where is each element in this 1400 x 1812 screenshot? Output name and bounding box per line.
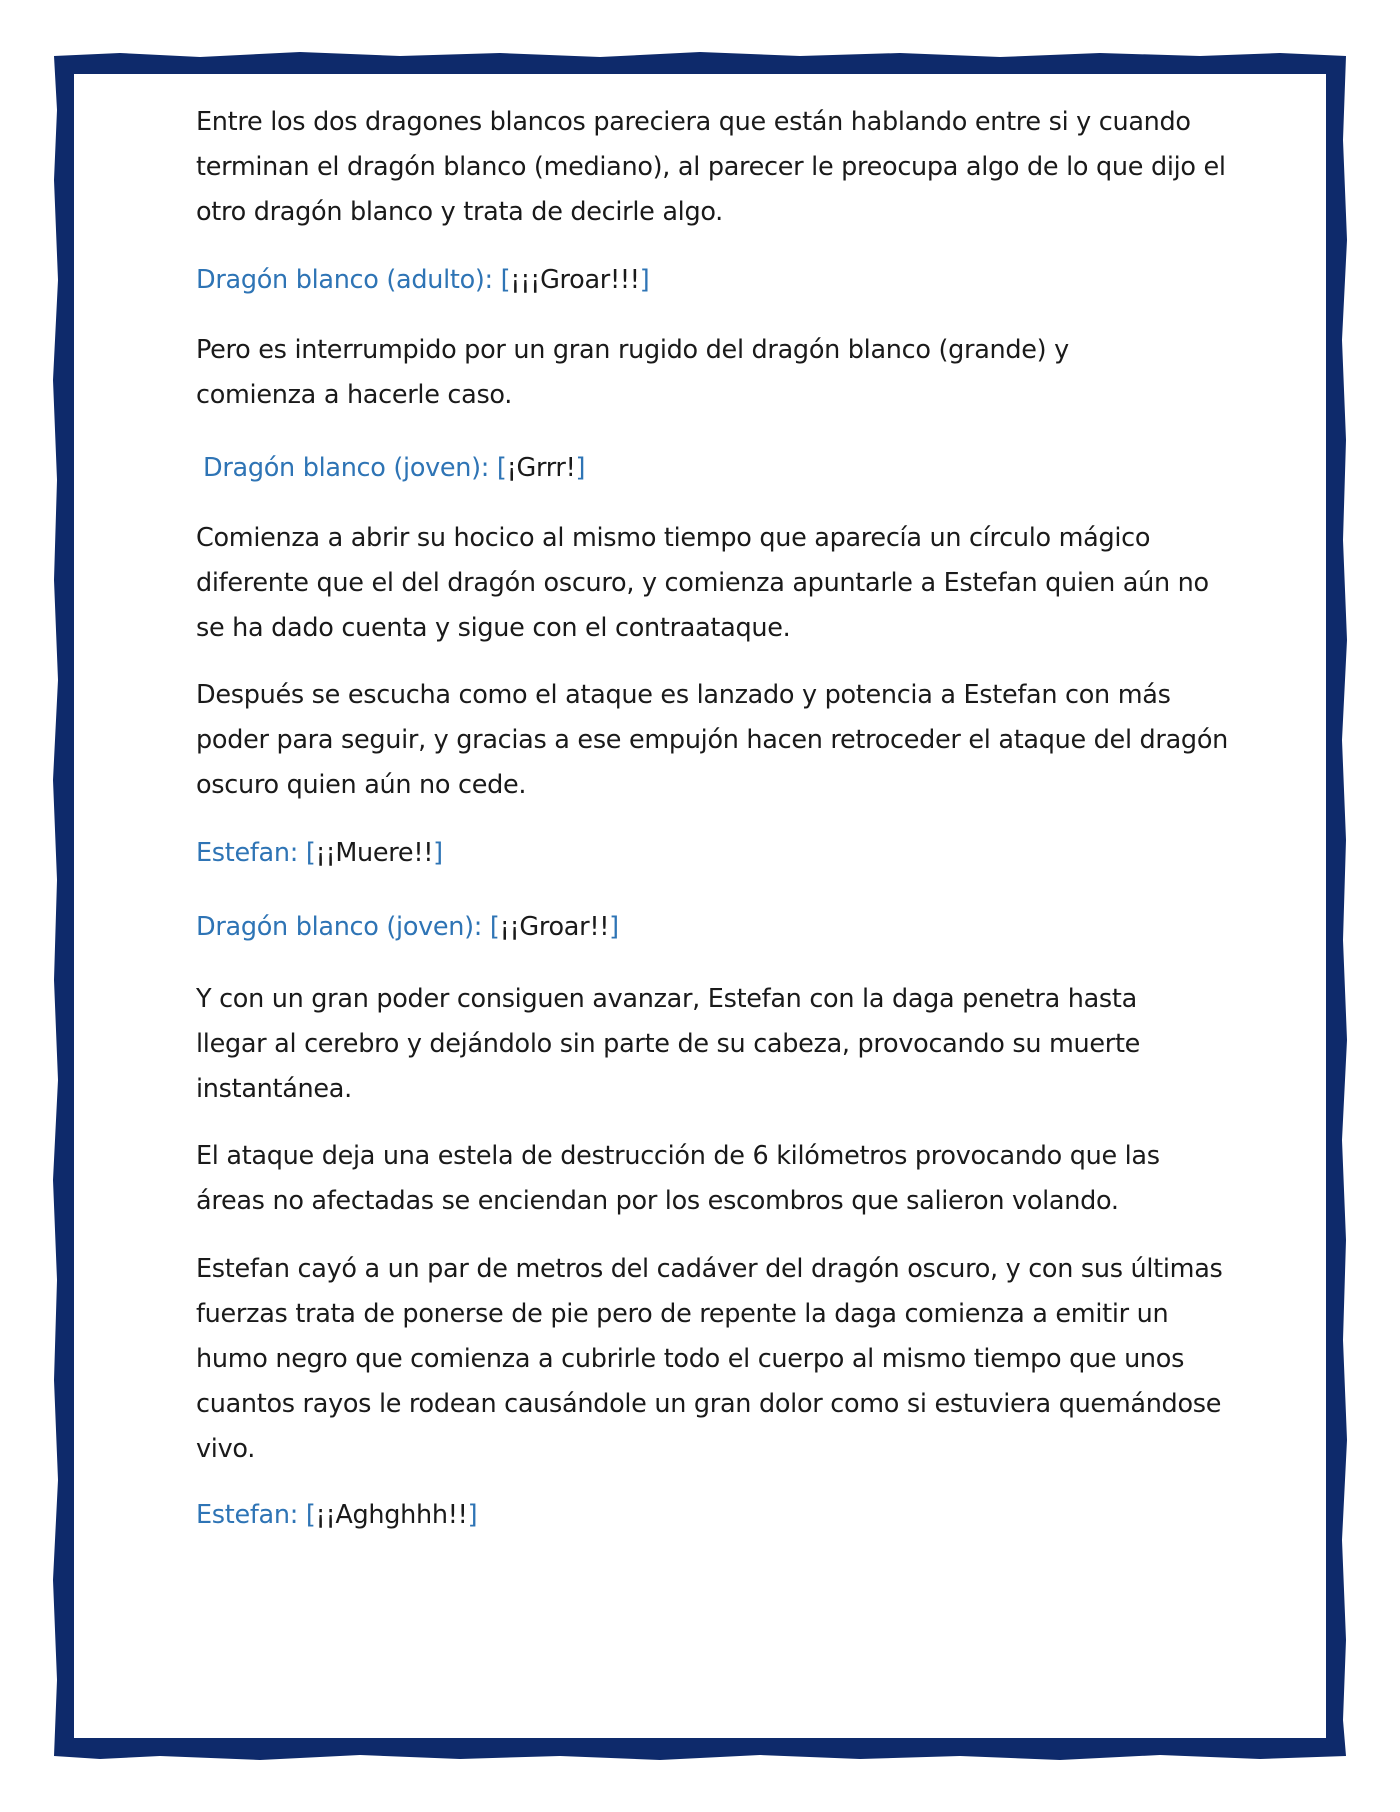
bracket-open: [ [489,912,500,942]
dialogue-line-4 [196,905,619,950]
paragraph-3: Comienza a abrir su hocico al mismo tiempo que aparecía un círculo mágico diferente que el del dragón oscuro, y comienza apuntarle a Estefan quien aún no se ha dado cuenta y sigue con el contraataque. [196,523,1209,643]
speaker-name: Estefan: [196,1500,306,1530]
bracket-close: ] [467,1500,478,1530]
bracket-close: ] [575,453,586,483]
bracket-open: [ [305,838,316,868]
dialogue-line-1 [196,258,649,303]
paragraph-7: Estefan cayó a un par de metros del cadáver del dragón oscuro, y con sus últimas fuerzas trata de ponerse de pie pero de repente la daga comienza a emitir un humo negro que comienza a cubrirle todo el cuerpo al mismo tiempo que unos cuantos rayos le rodean causándole un gran dolor como si estuviera quemándose vivo. [196,1254,1223,1464]
paragraph-4: Después se escucha como el ataque es lanzado y potencia a Estefan con más poder para seguir, y gracias a ese empujón hacen retroceder el ataque del dragón oscuro quien aún no cede. [196,680,1228,800]
bracket-open: [ [500,265,511,295]
speaker-name: Estefan: [196,838,306,868]
speech-text: ¡¡¡Groar!!! [510,265,640,295]
speech-text: ¡¡Aghghhh!! [315,1500,468,1530]
dialogue-line-2 [203,446,585,491]
speaker-name: Dragón blanco (joven): [203,453,497,483]
paragraph-2: Pero es interrumpido por un gran rugido del dragón blanco (grande) y comienza a hacerle caso. [196,335,1069,410]
bracket-close: ] [609,912,619,942]
bracket-open: [ [305,1500,316,1530]
bracket-close: ] [639,265,650,295]
paragraph-5: Y con un gran poder consiguen avanzar, Estefan con la daga penetra hasta llegar al cerebro y dejándolo sin parte de su cabeza, provocando su muerte instantánea. [196,984,1141,1104]
speech-text: ¡Grrr! [506,453,576,483]
dialogue-line-3 [196,831,443,876]
dialogue-line-5 [196,1493,477,1538]
speaker-name: Dragón blanco (adulto): [196,265,501,295]
paragraph-1: Entre los dos dragones blancos pareciera que están hablando entre si y cuando terminan el dragón blanco (mediano), al parecer le preocupa algo de lo que dijo el otro dragón blanco y trata de decirle algo. [196,107,1226,227]
bracket-close: ] [433,838,443,868]
speaker-name: Dragón blanco (joven): [196,912,490,942]
bracket-open: [ [496,453,507,483]
speech-text: ¡¡Groar!! [499,912,610,942]
speech-text: ¡¡Muere!! [315,838,434,868]
paragraph-6: El ataque deja una estela de destrucción de 6 kilómetros provocando que las áreas no afectadas se enciendan por los escombros que salieron volando. [196,1141,1160,1216]
